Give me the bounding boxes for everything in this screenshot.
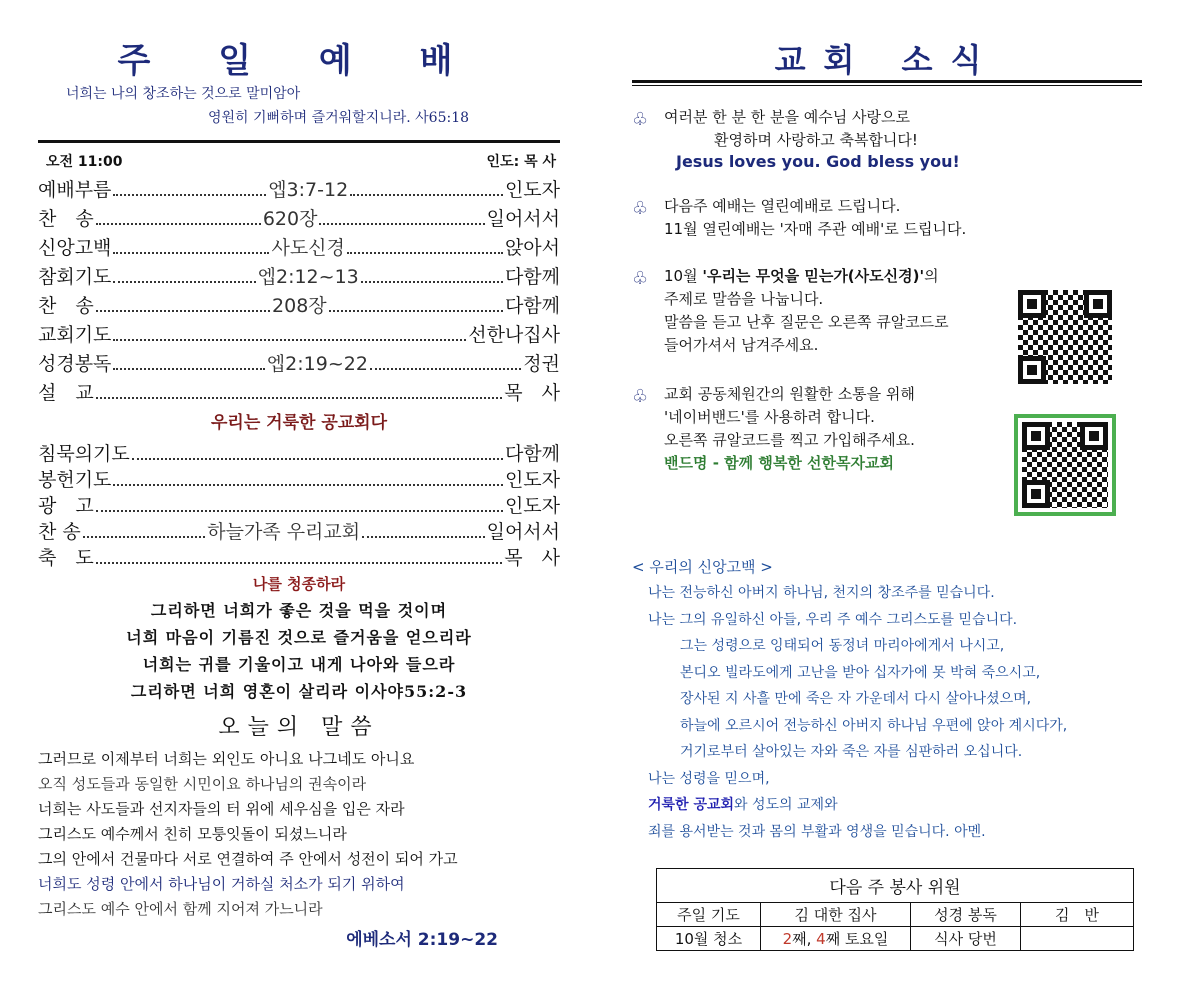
news-text: 들어가셔서 남겨주세요. <box>664 336 819 354</box>
order-name: 침묵의기도 <box>38 443 130 465</box>
news-bold: '우리는 무엇을 믿는가(사도신경)' <box>702 267 925 285</box>
service-text: 째 토요일 <box>825 930 889 948</box>
order-list <box>38 175 560 407</box>
word-line: 오직 성도들과 동일한 시민이요 하나님의 권속이라 <box>38 775 367 793</box>
respond-line: 그리하면 너희가 좋은 것을 먹을 것이며 <box>150 601 448 620</box>
service-text: 째, <box>792 930 817 948</box>
order-row <box>38 175 560 204</box>
service-title: 다음 주 봉사 위원 <box>657 869 1134 903</box>
clover-icon: ♧ <box>632 268 649 289</box>
news-text: 말씀을 듣고 난후 질문은 오른쪽 큐알코드로 <box>664 313 949 331</box>
word-reference: 에베소서 2:19~22 <box>346 930 498 950</box>
order-who: 다함께 <box>504 266 561 288</box>
news-text: '네이버밴드'를 사용하려 합니다. <box>664 408 875 426</box>
service-cell: 김 대한 집사 <box>761 903 911 927</box>
order-row <box>38 517 560 543</box>
word-line: 그리스도 예수께서 친히 모퉁잇돌이 되셨느니라 <box>38 825 347 843</box>
respond-line: 너희는 귀를 기울이고 내게 나아와 들으라 <box>142 655 456 674</box>
creed-line: 나는 전능하신 아버지 하나님, 천지의 창조주를 믿습니다. <box>648 585 995 601</box>
creed-line: 본디오 빌라도에게 고난을 받아 십자가에 못 박혀 죽으시고, <box>680 664 1041 681</box>
sermon-title: 우리는 거룩한 공교회다 <box>210 413 388 433</box>
order-row <box>38 320 560 349</box>
divider <box>632 80 1142 86</box>
order-row <box>38 543 560 569</box>
service-cell: 식사 당번 <box>911 927 1021 951</box>
respond-line: 너희 마음이 기름진 것으로 즐거움을 얻으리라 <box>126 628 472 647</box>
order-header <box>38 143 560 171</box>
order-name: 성경봉독 <box>38 353 112 375</box>
order-content: 엡2:12~13 <box>257 266 359 288</box>
creed-line: 장사된 지 사흘 만에 죽은 자 가운데서 다시 살아나셨으며, <box>680 691 1032 707</box>
order-who: 인도자 <box>504 179 561 201</box>
news-text: 오른쪽 큐알코드를 찍고 가입해주세요. <box>664 431 915 449</box>
news-text: 교회 공동체원간의 원활한 소통을 위해 <box>664 385 915 403</box>
creed-holy: 거룩한 공교회 <box>648 797 735 813</box>
respond-line: 그리하면 너희 영혼이 살리라 이사야55:2-3 <box>130 682 468 701</box>
service-num: 2 <box>782 930 793 948</box>
creed-line: 나는 성령을 믿으며, <box>648 770 770 787</box>
order-row <box>38 349 560 378</box>
time-label: 오전 11:00 <box>46 154 123 170</box>
news-text: 10월 <box>664 267 703 285</box>
order-name: 설 교 <box>38 382 94 404</box>
creed-line: 죄를 용서받는 것과 몸의 부활과 영생을 믿습니다. 아멘. <box>648 823 986 840</box>
clover-icon: ♧ <box>632 198 649 219</box>
service-table <box>656 868 1134 951</box>
order-row <box>38 491 560 517</box>
respond-title: 나를 청종하라 <box>252 575 346 593</box>
order-who: 인도자 <box>504 469 560 491</box>
creed-holy-suffix: 와 성도의 교제와 <box>734 797 838 813</box>
news-text: 주제로 말씀을 나눕니다. <box>664 290 824 308</box>
service-num: 4 <box>816 930 826 948</box>
order-name: 신앙고백 <box>38 237 112 259</box>
order-who: 목 사 <box>504 547 560 569</box>
news-item-open-worship <box>632 195 1142 241</box>
clover-icon: ♧ <box>632 386 649 407</box>
order-content: 620장 <box>262 208 318 230</box>
order-who: 다함께 <box>504 295 560 317</box>
verse-line-1: 너희는 나의 창조하는 것으로 말미암아 <box>66 86 301 102</box>
worship-title: 주 일 예 배 <box>117 41 481 81</box>
order-row <box>38 291 560 320</box>
news-text: 환영하며 사랑하고 축복합니다! <box>714 131 918 149</box>
order-content: 하늘가족 우리교회 <box>207 521 361 543</box>
order-list-2 <box>38 439 560 569</box>
order-who: 선한나집사 <box>468 324 560 346</box>
creed-line: 하늘에 오르시어 전능하신 아버지 하나님 우편에 앉아 계시다가, <box>680 717 1068 734</box>
order-content: 엡3:7-12 <box>268 179 349 201</box>
order-who: 앉아서 <box>504 237 560 259</box>
order-content: 엡2:19~22 <box>266 353 368 375</box>
service-cell: 주일 기도 <box>657 903 761 927</box>
news-text: 의 <box>924 267 939 285</box>
creed-line: 거기로부터 살아있는 자와 죽은 자를 심판하러 오십니다. <box>680 744 1023 760</box>
word-line: 그리스도 예수 안에서 함께 지어져 가느니라 <box>38 900 323 918</box>
order-who: 인도자 <box>504 495 560 517</box>
lead-label: 인도: 목 사 <box>486 154 556 170</box>
order-content: 208장 <box>272 295 327 317</box>
order-name: 예배부름 <box>38 179 112 201</box>
news-text: 11월 열린예배는 '자매 주관 예배'로 드립니다. <box>664 220 967 238</box>
worship-order-panel <box>38 40 560 990</box>
band-name: 밴드명 - 함께 행복한 선한목자교회 <box>664 454 894 472</box>
order-who: 정권 <box>523 353 561 375</box>
word-line: 그의 안에서 건물마다 서로 연결하여 주 안에서 성전이 되어 가고 <box>38 850 458 868</box>
order-name: 축 도 <box>38 547 94 569</box>
order-row <box>38 465 560 491</box>
order-who: 일어서서 <box>486 208 561 230</box>
church-news-panel <box>632 40 1142 990</box>
creed-title: < 우리의 신앙고백 > <box>632 558 773 576</box>
order-name: 교회기도 <box>38 324 112 346</box>
creed-line <box>632 792 1142 819</box>
service-cell: 성경 봉독 <box>911 903 1021 927</box>
question-qr-code[interactable] <box>1018 290 1112 384</box>
order-name: 찬 송 <box>38 208 94 230</box>
order-who: 목 사 <box>504 382 560 404</box>
clover-icon: ♧ <box>632 109 649 130</box>
order-row <box>38 262 560 291</box>
creed-line: 나는 그의 유일하신 아들, 우리 주 예수 그리스도를 믿습니다. <box>648 611 1018 628</box>
band-qr-code[interactable] <box>1022 422 1108 508</box>
verse-line-2: 영원히 기뻐하며 즐거워할지니라. 사65:18 <box>208 110 470 126</box>
news-english: Jesus loves you. God bless you! <box>676 152 960 171</box>
creed-line: 그는 성령으로 잉태되어 동정녀 마리아에게서 나시고, <box>680 638 1005 654</box>
news-item-welcome <box>632 106 1142 152</box>
band-qr-frame[interactable] <box>1014 414 1116 516</box>
service-cell <box>761 927 911 951</box>
order-row <box>38 378 560 407</box>
creed-section <box>632 554 1142 845</box>
order-who: 일어서서 <box>486 521 561 543</box>
word-line: 너희는 사도들과 선지자들의 터 위에 세우심을 입은 자라 <box>38 800 405 818</box>
order-name: 봉헌기도 <box>38 469 112 491</box>
order-content: 사도신경 <box>271 237 345 259</box>
service-cell: 김 반 <box>1021 903 1134 927</box>
order-name: 참회기도 <box>38 266 112 288</box>
order-who: 다함께 <box>504 443 560 465</box>
news-text: 여러분 한 분 한 분을 예수님 사랑으로 <box>664 108 910 126</box>
word-title: 오늘의 말씀 <box>218 715 380 740</box>
order-name: 찬 송 <box>38 295 94 317</box>
news-title: 교회 소식 <box>774 41 1000 79</box>
order-name: 찬 송 <box>38 521 81 543</box>
news-text: 다음주 예배는 열린예배로 드립니다. <box>664 197 901 215</box>
service-cell: 10월 청소 <box>657 927 761 951</box>
word-line: 그러므로 이제부터 너희는 외인도 아니요 나그네도 아니요 <box>38 750 415 768</box>
service-cell <box>1021 927 1134 951</box>
order-row <box>38 439 560 465</box>
order-row <box>38 204 560 233</box>
order-name: 광 고 <box>38 495 94 517</box>
word-line: 너희도 성령 안에서 하나님이 거하실 처소가 되기 위하여 <box>38 875 405 893</box>
order-row <box>38 233 560 262</box>
